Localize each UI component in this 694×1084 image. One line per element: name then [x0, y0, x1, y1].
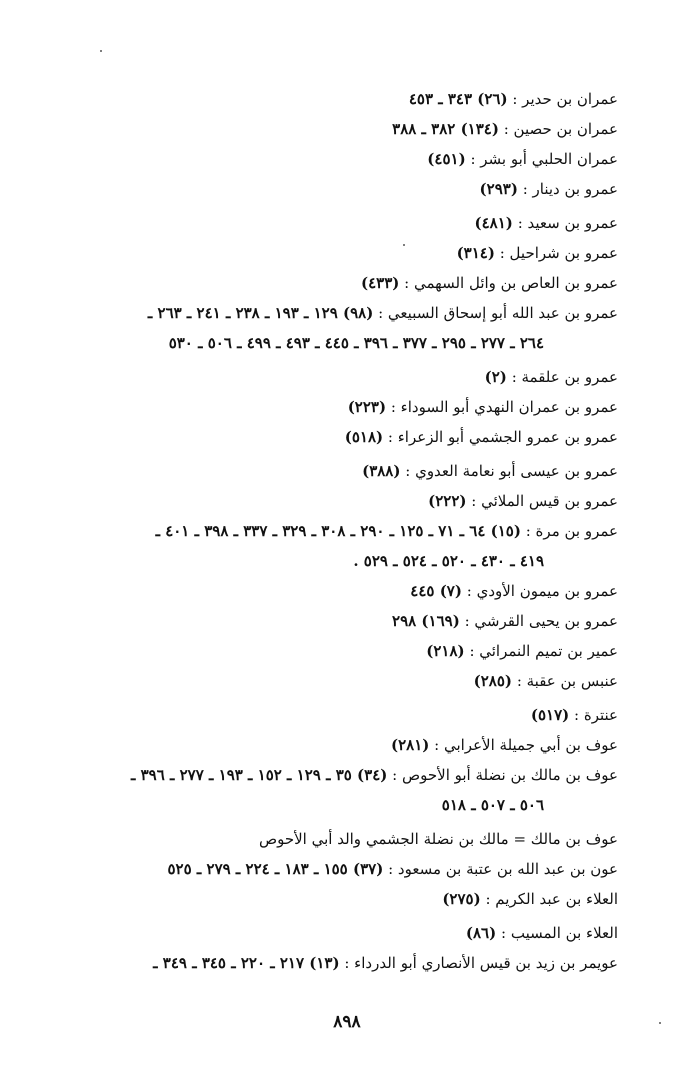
- entry-name: عمرو بن دينار :: [522, 180, 618, 198]
- entry-refs: (١٣٤) ٣٨٢ ـ ٣٨٨: [392, 120, 499, 138]
- entry-name: عمرو بن عمرو الجشمي أبو الزعراء :: [387, 428, 618, 446]
- entry-refs-line2: ٢٦٤ ـ ٢٧٧ ـ ٢٩٥ ـ ٣٧٧ ـ ٣٩٦ ـ ٤٤٥ ـ ٤٩٣ ـ ٤٩٩ ـ ٥٠٦ ـ ٥٣٠: [168, 334, 544, 352]
- entry-name: عمرو بن يحيى القرشي :: [464, 612, 618, 630]
- index-entry: [58, 760, 618, 820]
- index-entry: [58, 362, 618, 392]
- entry-name: عنبس بن عقبة :: [516, 672, 618, 690]
- entry-name: عوف بن مالك = مالك بن نضلة الجشمي والد أبي الأحوص: [258, 830, 618, 848]
- index-entry: [58, 854, 618, 884]
- entry-refs: (٤٣٣): [361, 274, 400, 292]
- entry-name: عمرو بن مرة :: [525, 522, 618, 540]
- entry-refs: (٣١٤): [456, 244, 495, 262]
- entry-name: عمرو بن ميمون الأودي :: [466, 582, 618, 600]
- entry-name: عمرو بن عيسى أبو نعامة العدوي :: [405, 462, 618, 480]
- entry-name: عمرو بن سعيد :: [517, 214, 618, 232]
- entry-name: عمير بن تميم النمرائي :: [469, 642, 618, 660]
- index-entry: [58, 298, 618, 358]
- entry-name: عمرو بن قيس الملائي :: [471, 492, 618, 510]
- entry-name: عمرو بن عبد الله أبو إسحاق السبيعي :: [378, 304, 618, 322]
- entry-name: عوف بن مالك بن نضلة أبو الأحوص :: [392, 766, 618, 784]
- index-entry: [58, 884, 618, 914]
- entry-name: عويمر بن زيد بن قيس الأنصاري أبو الدرداء :: [344, 954, 618, 972]
- scan-speck: [100, 50, 102, 52]
- entry-refs: (٥١٨): [344, 428, 384, 446]
- entry-refs: (٣٨٨): [362, 462, 401, 480]
- entry-refs-line2: ٤١٩ ـ ٤٣٠ ـ ٥٢٠ ـ ٥٢٤ ـ ٥٢٩ .: [353, 552, 544, 570]
- entry-refs: (٢٨٥): [473, 672, 513, 690]
- index-entry: [58, 516, 618, 576]
- entry-name: العلاء بن المسيب :: [501, 924, 618, 942]
- index-entry: [58, 606, 618, 636]
- entry-refs: (٥١٧): [530, 706, 570, 724]
- index-entry: [58, 666, 618, 696]
- index-entry: [58, 422, 618, 452]
- index-entry: [58, 114, 618, 144]
- entry-refs: (٧) ٤٤٥: [410, 582, 462, 600]
- index-entry: [58, 238, 618, 268]
- entry-refs-line1: (٩٨) ١٢٩ ـ ١٩٣ ـ ٢٣٨ ـ ٢٤١ ـ ٢٦٣ ـ: [147, 304, 374, 322]
- name-index: [58, 84, 618, 978]
- page-number: ٨٩٨: [333, 1012, 361, 1032]
- index-entry: [58, 636, 618, 666]
- entry-name: العلاء بن عبد الكريم :: [485, 890, 618, 908]
- index-entry: [58, 208, 618, 238]
- entry-name: عمران الحلبي أبو بشر :: [470, 150, 618, 168]
- index-entry: [58, 700, 618, 730]
- entry-refs: (٢٧٥): [442, 890, 481, 908]
- entry-name: عمرو بن العاص بن وائل السهمي :: [404, 274, 618, 292]
- entry-name: عمرو بن شراحيل :: [499, 244, 618, 262]
- index-entry: [58, 456, 618, 486]
- index-entry: [58, 824, 618, 854]
- index-entry: [58, 174, 618, 204]
- entry-refs-line2: ٥٠٦ ـ ٥٠٧ ـ ٥١٨: [441, 796, 544, 814]
- entry-name: عمرو بن علقمة :: [511, 368, 618, 386]
- entry-refs: (٣٧) ١٥٥ ـ ١٨٣ ـ ٢٢٤ ـ ٢٧٩ ـ ٥٢٥: [167, 860, 384, 878]
- entry-refs: (٤٥١): [427, 150, 466, 168]
- entry-refs: (١٣) ٢١٧ ـ ٢٢٠ ـ ٣٤٥ ـ ٣٤٩ ـ: [153, 954, 340, 972]
- entry-refs-line1: (١٥) ٦٤ ـ ٧١ ـ ١٢٥ ـ ٢٩٠ ـ ٣٠٨ ـ ٣٢٩ ـ ٣٣٧ ـ ٣٩٨ ـ ٤٠١ ـ: [155, 522, 521, 540]
- index-entry: [58, 144, 618, 174]
- index-entry: [58, 268, 618, 298]
- entry-refs: (٢٨١): [390, 736, 430, 754]
- entry-name: عمران بن حصين :: [503, 120, 618, 138]
- index-entry: [58, 948, 618, 978]
- index-entry: [58, 392, 618, 422]
- entry-name: عمران بن حدير :: [512, 90, 618, 108]
- entry-name: عوف بن أبي جميلة الأعرابي :: [434, 736, 618, 754]
- entry-refs: (٢١٨): [426, 642, 465, 660]
- entry-refs: (٢٩٣): [479, 180, 518, 198]
- entry-refs: (٤٨١): [474, 214, 513, 232]
- index-entry: [58, 486, 618, 516]
- index-entry: [58, 730, 618, 760]
- entry-refs: (٢٢٣): [347, 398, 387, 416]
- entry-refs-line1: (٣٤) ٣٥ ـ ١٢٩ ـ ١٥٢ ـ ١٩٣ ـ ٢٧٧ ـ ٣٩٦ ـ: [130, 766, 388, 784]
- index-entry: [58, 918, 618, 948]
- entry-name: عون بن عبد الله بن عتبة بن مسعود :: [388, 860, 618, 878]
- entry-refs: (٢): [484, 368, 507, 386]
- entry-refs: (١٦٩) ٢٩٨: [392, 612, 460, 630]
- entry-refs: (٢٦) ٣٤٣ ـ ٤٥٣: [408, 90, 508, 108]
- entry-refs: (٨٦): [465, 924, 497, 942]
- index-entry: [58, 576, 618, 606]
- entry-name: عمرو بن عمران النهدي أبو السوداء :: [390, 398, 618, 416]
- index-entry: [58, 84, 618, 114]
- entry-refs: (٢٢٢): [428, 492, 467, 510]
- entry-name: عنترة :: [574, 706, 618, 724]
